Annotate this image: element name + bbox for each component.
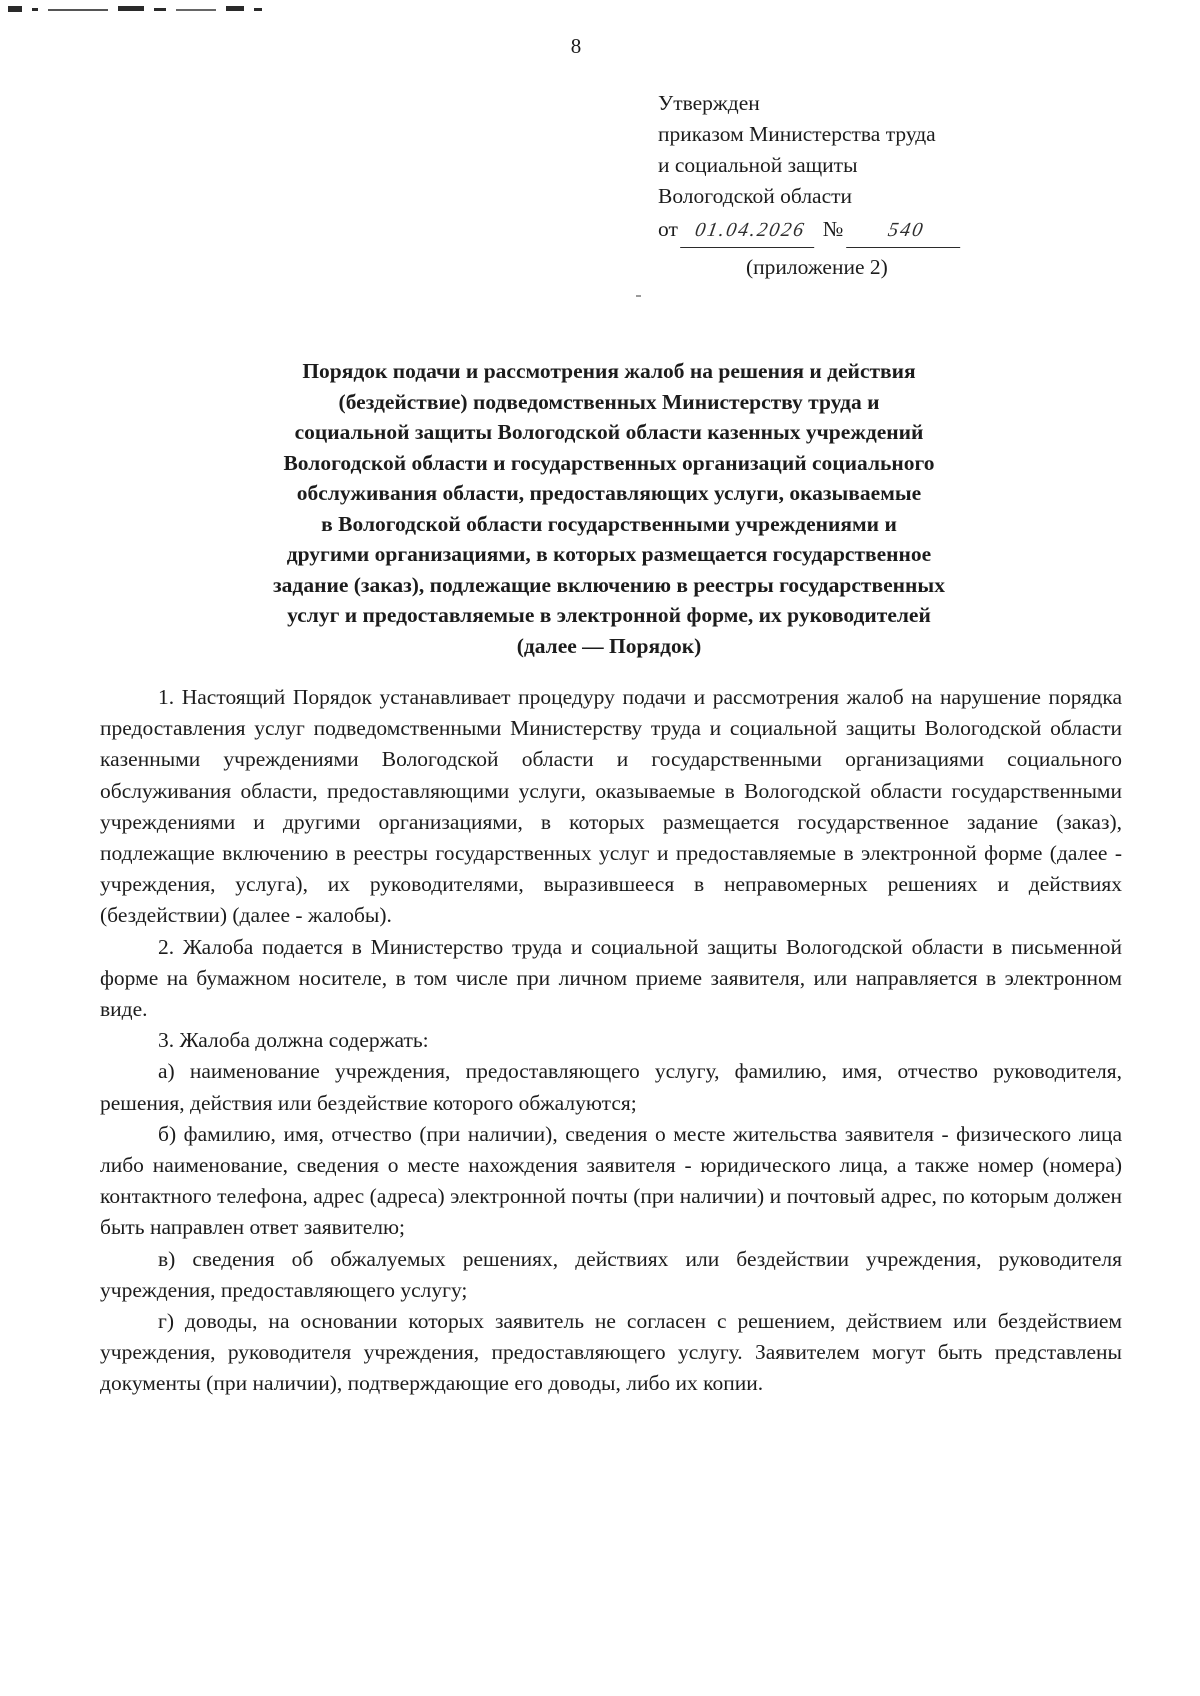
number-sign-label: №: [822, 217, 844, 241]
title-line: услуг и предоставляемые в электронной форме, их руководителей: [287, 603, 931, 627]
handwritten-date: 01.04.2026: [680, 215, 820, 248]
title-line: задание (заказ), подлежащие включению в реестры государственных: [273, 572, 945, 597]
document-title: [96, 356, 1122, 661]
title-line: обслуживания области, предоставляющих услуги, оказываемые: [296, 481, 922, 505]
title-line: (бездействие) подведомственных Министерству труда и: [338, 389, 880, 414]
paragraph-1: 1. Настоящий Порядок устанавливает процедуру подачи и рассмотрения жалоб на нарушение порядка предоставления услуг подведомственными Министерству труда и социальной защиты Вологодской области казенными учреждениями Вологодской области и государственными организациями социального обслуживания области, предоставляющими услуги, оказываемые в Вологодской области государственными учреждениями и другими организациями, в которых размещается государственное задание (заказ), подлежащие включению в реестры государственных услуг и предоставляемые в электронной форме (далее - учреждения, услуга), их руководителями, выразившееся в неправомерных решениях и действиях (бездействии) (далее - жалобы).: [100, 685, 1122, 928]
title-line: в Вологодской области государственными учреждениями и: [321, 511, 897, 536]
appendix-label: (приложение 2): [746, 255, 888, 279]
handwritten-number: 540: [846, 215, 966, 248]
paragraph-item-a: а) наименование учреждения, предоставляющего услугу, фамилию, имя, отчество руководителя, решения, действия или бездействие которого обжалуются;: [100, 1059, 1122, 1115]
scan-speck: [636, 295, 641, 297]
paragraph-3: 3. Жалоба должна содержать:: [158, 1028, 429, 1053]
document-body: [100, 682, 1122, 1400]
page-number: 8: [570, 34, 582, 58]
scan-artifact-marks: [8, 4, 428, 22]
date-prefix-label: от: [658, 217, 678, 241]
approval-date-line: [658, 214, 1078, 248]
title-line: социальной защиты Вологодской области казенных учреждений: [294, 420, 924, 444]
paragraph-item-g: г) доводы, на основании которых заявитель не согласен с решением, действием или бездействием учреждения, руководителя учреждения, предоставляющего услугу. Заявителем могут быть представлены документы (при наличии), подтверждающие его доводы, либо их копии.: [100, 1309, 1122, 1396]
title-line: Порядок подачи и рассмотрения жалоб на решения и действия: [302, 359, 916, 383]
approval-line: и социальной защиты: [658, 153, 858, 177]
title-line: Вологодской области и государственных организаций социального: [283, 450, 935, 475]
approval-line: Вологодской области: [658, 184, 853, 208]
paragraph-item-v: в) сведения об обжалуемых решениях, действиях или бездействии учреждения, руководителя учреждения, предоставляющего услугу;: [100, 1246, 1122, 1302]
approval-line: Утвержден: [658, 91, 760, 115]
approval-block: [658, 88, 1078, 283]
title-line: другими организациями, в которых размещается государственное: [286, 542, 932, 566]
approval-line: приказом Министерства труда: [658, 122, 936, 146]
paragraph-2: 2. Жалоба подается в Министерство труда и социальной защиты Вологодской области в письменной форме на бумажном носителе, в том числе при личном приеме заявителя, или направляется в электронном виде.: [100, 934, 1122, 1022]
paragraph-item-b: б) фамилию, имя, отчество (при наличии), сведения о месте жительства заявителя - физического лица либо наименование, сведения о месте нахождения заявителя - юридического лица, а также номер (номера) контактного телефона, адрес (адреса) электронной почты (при наличии) и почтовый адрес, по которым должен быть направлен ответ заявителю;: [100, 1121, 1122, 1240]
title-line: (далее — Порядок): [516, 633, 702, 658]
